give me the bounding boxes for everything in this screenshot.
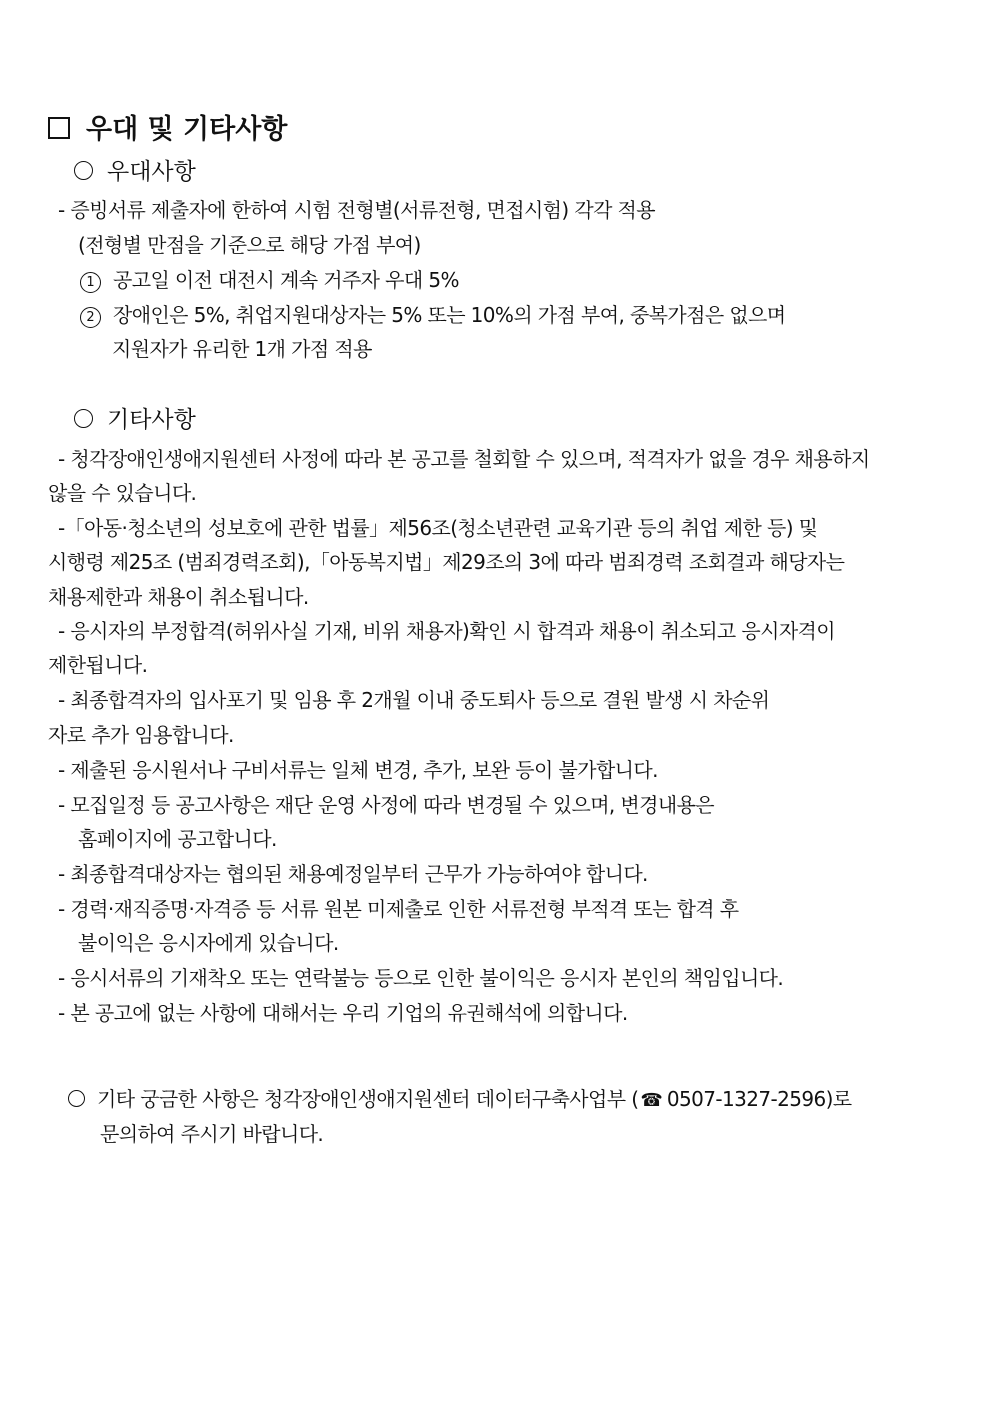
circled-number-icon: 2 xyxy=(80,307,101,328)
other-line: - 청각장애인생애지원센터 사정에 따라 본 공고를 철회할 수 있으며, 적격자가 없을 경우 채용하지 xyxy=(58,447,870,471)
other-line: - 경력·재직증명·자격증 등 서류 원본 미제출로 인한 서류전형 부적격 또는 합격 후 xyxy=(58,897,739,921)
other-heading: 기타사항 xyxy=(74,404,196,436)
other-line: 홈페이지에 공고합니다. xyxy=(78,827,277,851)
square-bullet-icon xyxy=(48,117,70,139)
other-line: 않을 수 있습니다. xyxy=(48,481,197,505)
other-line: - 응시자의 부정합격(허위사실 기재, 비위 채용자)확인 시 합격과 채용이 취소되고 응시자격이 xyxy=(58,619,835,643)
circle-bullet-icon xyxy=(74,409,93,428)
other-line: - 모집일정 등 공고사항은 재단 운영 사정에 따라 변경될 수 있으며, 변경내용은 xyxy=(58,793,715,817)
telephone-icon: ☎ xyxy=(640,1090,663,1111)
other-line: - 최종합격대상자는 협의된 채용예정일부터 근무가 가능하여야 합니다. xyxy=(58,862,648,886)
other-line: 채용제한과 채용이 취소됩니다. xyxy=(48,585,309,609)
other-line: 불이익은 응시자에게 있습니다. xyxy=(78,931,339,955)
preferential-item: 2 장애인은 5%, 취업지원대상자는 5% 또는 10%의 가점 부여, 중복가점은 없으며 xyxy=(80,301,785,329)
contact-line: 기타 궁금한 사항은 청각장애인생애지원센터 데이터구축사업부 ( ☎ 0507-1327-2596)로 xyxy=(68,1085,852,1115)
preferential-line: (전형별 만점을 기준으로 해당 가점 부여) xyxy=(78,233,421,257)
phone-number: 0507-1327-2596 xyxy=(666,1087,826,1111)
other-line: - 제출된 응시원서나 구비서류는 일체 변경, 추가, 보완 등이 불가합니다. xyxy=(58,758,658,782)
other-line: - 본 공고에 없는 사항에 대해서는 우리 기업의 유권해석에 의합니다. xyxy=(58,1001,628,1025)
other-line: 자로 추가 임용합니다. xyxy=(48,723,234,747)
other-line: 제한됩니다. xyxy=(48,653,148,677)
section-title: 우대 및 기타사항 xyxy=(48,112,287,148)
other-line: -「아동·청소년의 성보호에 관한 법률」제56조(청소년관련 교육기관 등의 취업 제한 등) 및 xyxy=(58,516,818,540)
contact-line-2: 문의하여 주시기 바랍니다. xyxy=(100,1122,324,1146)
other-line: - 최종합격자의 입사포기 및 임용 후 2개월 이내 중도퇴사 등으로 결원 발생 시 차순위 xyxy=(58,688,770,712)
circle-bullet-icon xyxy=(74,161,93,180)
circled-number-icon: 1 xyxy=(80,272,101,293)
preferential-heading: 우대사항 xyxy=(74,156,196,188)
circle-bullet-icon xyxy=(68,1090,85,1107)
preferential-item-continuation: 지원자가 유리한 1개 가점 적용 xyxy=(112,337,372,361)
other-line: - 응시서류의 기재착오 또는 연락불능 등으로 인한 불이익은 응시자 본인의 책임입니다. xyxy=(58,966,784,990)
preferential-line: - 증빙서류 제출자에 한하여 시험 전형별(서류전형, 면접시험) 각각 적용 xyxy=(58,198,655,222)
preferential-item: 1 공고일 이전 대전시 계속 거주자 우대 5% xyxy=(80,266,459,294)
other-line: 시행령 제25조 (범죄경력조회),「아동복지법」제29조의 3에 따라 범죄경력 조회결과 해당자는 xyxy=(48,550,845,574)
